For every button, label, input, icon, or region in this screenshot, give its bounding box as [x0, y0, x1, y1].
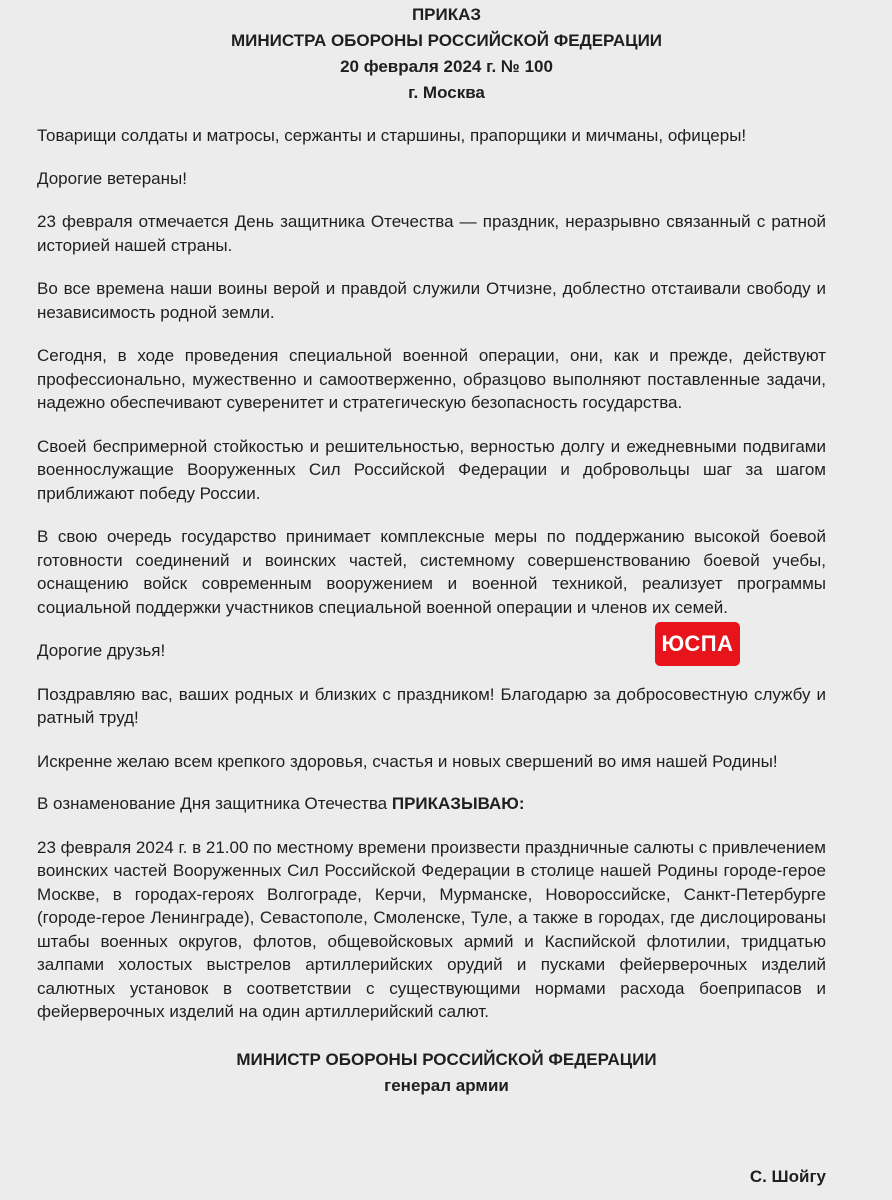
- order-date-number: 20 февраля 2024 г. № 100: [340, 57, 553, 76]
- signature-rank: генерал армии: [384, 1075, 509, 1095]
- paragraph-steadfastness: Своей беспримерной стойкостью и решительностью, верностью долгу и ежедневными подвигами военнослужащие Вооруженных Сил Российской Федерации и добровольцы шаг за шагом приближают победу России.: [37, 436, 826, 503]
- watermark-badge: ЮСПА: [655, 622, 740, 666]
- signature-block: [37, 1047, 826, 1099]
- order-command-line: [37, 792, 826, 816]
- paragraph-greeting-veterans: Дорогие ветераны!: [37, 168, 187, 188]
- signature-title: МИНИСТР ОБОРОНЫ РОССИЙСКОЙ ФЕДЕРАЦИИ: [236, 1049, 657, 1069]
- paragraph-greeting-troops: Товарищи солдаты и матросы, сержанты и старшины, прапорщики и мичманы, офицеры!: [37, 126, 747, 145]
- paragraph-holiday: 23 февраля отмечается День защитника Отечества — праздник, неразрывно связанный с ратной историей нашей страны.: [37, 212, 826, 255]
- document-header: [37, 2, 826, 106]
- order-command-prefix: В ознаменование Дня защитника Отечества: [37, 794, 392, 813]
- paragraph-greeting-friends: Дорогие друзья!: [37, 641, 166, 660]
- order-city: г. Москва: [408, 83, 485, 102]
- order-command-word: ПРИКАЗЫВАЮ:: [391, 794, 525, 813]
- paragraph-wishes: Искренне желаю всем крепкого здоровья, счастья и новых свершений во имя нашей Родины!: [37, 751, 778, 771]
- issuer-title: МИНИСТРА ОБОРОНЫ РОССИЙСКОЙ ФЕДЕРАЦИИ: [230, 31, 663, 50]
- paragraph-history: Во все времена наши воины верой и правдой служили Отчизне, доблестно отстаивали свободу и независимость родной земли.: [37, 279, 826, 322]
- paragraph-salute-order: 23 февраля 2024 г. в 21.00 по местному времени произвести праздничные салюты с привлечением воинских частей Вооруженных Сил Российской Федерации в столице нашей Родины городе-герое Москве, в городах-героях Волгограде, Керчи, Мурманске, Новороссийске, Санкт-Петербурге (городе-герое Ленинграде), Севастополе, Смоленске, Туле, а также в городах, где дислоцированы штабы военных округов, флотов, общевойсковых армий и Каспийской флотилии, тридцатью залпами холостых выстрелов артиллерийских орудий и пусками фейерверочных изделий салютных установок в соответствии с существующими нормами расхода боеприпасов и фейерверочных изделий на один артиллерийский салют.: [37, 837, 826, 1021]
- paragraph-state-measures: В свою очередь государство принимает комплексные меры по поддержанию высокой боевой готовности соединений и воинских частей, системному совершенствованию боевой учебы, оснащению войск современным вооружением и военной техникой, реализует программы социальной поддержки участников специальной военной операции и членов их семей.: [37, 527, 826, 617]
- paragraph-today: Сегодня, в ходе проведения специальной военной операции, они, как и прежде, действуют профессионально, мужественно и самоотверженно, образцово выполняют поставленные задачи, надежно обеспечивают суверенитет и стратегическую безопасность государства.: [37, 346, 826, 412]
- order-title: ПРИКАЗ: [411, 5, 482, 24]
- signature-name: С. Шойгу: [749, 1167, 826, 1186]
- paragraph-congratulations: Поздравляю вас, ваших родных и близких с праздником! Благодарю за добросовестную службу и ратный труд!: [37, 684, 826, 727]
